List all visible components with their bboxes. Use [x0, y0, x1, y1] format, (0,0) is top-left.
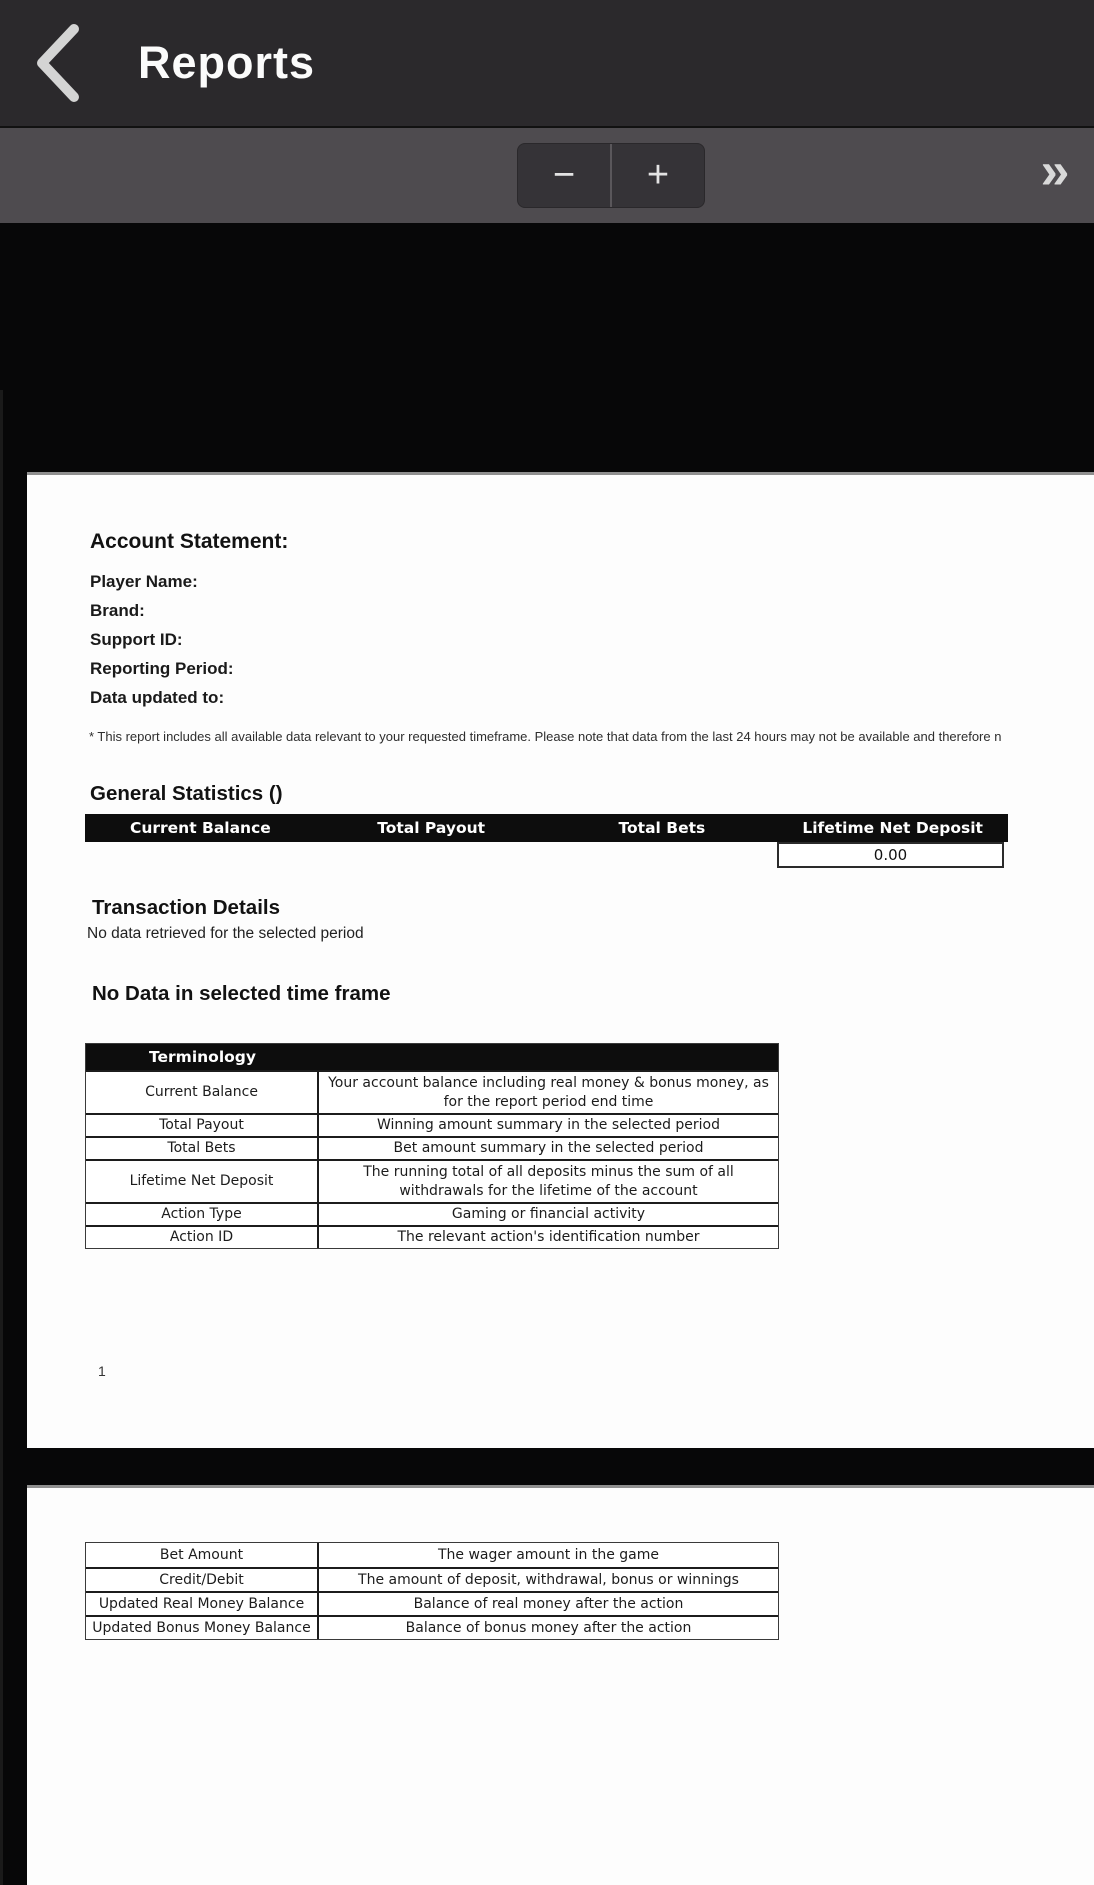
zoom-in-button[interactable]: [612, 144, 704, 207]
pdf-toolbar: [0, 126, 1094, 223]
definition-cell: The amount of deposit, withdrawal, bonus or winnings: [358, 1571, 739, 1588]
field-data-updated-to: Data updated to:: [90, 688, 225, 707]
definition-cell: Winning amount summary in the selected period: [376, 1117, 721, 1134]
definition-cell: Gaming or financial activity: [451, 1206, 646, 1223]
terminology-table-continued: [85, 1542, 779, 1640]
page-number: 1: [98, 1363, 106, 1379]
zoom-controls: [517, 143, 705, 208]
lifetime-net-deposit-value: 0.00: [777, 842, 1004, 868]
definition-cell: Balance of real money after the action: [413, 1595, 684, 1612]
col-current-balance: Current Balance: [129, 819, 271, 837]
chevron-left-icon: [32, 22, 82, 104]
term-cell: Action Type: [86, 1204, 319, 1225]
table-row: [86, 1159, 778, 1202]
document-page-1: [27, 472, 1094, 1448]
fast-forward-button[interactable]: [1020, 136, 1090, 206]
general-statistics-table: [85, 814, 1008, 868]
document-title: Account Statement:: [90, 530, 289, 553]
minus-icon: −: [552, 154, 576, 196]
term-cell: Total Bets: [86, 1138, 319, 1159]
definition-cell: Balance of bonus money after the action: [405, 1619, 692, 1636]
no-data-message: No Data in selected time frame: [92, 982, 391, 1005]
term-cell: Credit/Debit: [86, 1569, 319, 1591]
table-row: [86, 1136, 778, 1159]
definition-cell: The relevant action's identification number: [397, 1229, 700, 1246]
term-cell: Updated Bonus Money Balance: [86, 1617, 319, 1639]
field-support-id: Support ID:: [90, 630, 183, 649]
term-cell: Action ID: [86, 1227, 319, 1248]
definition-cell: The running total of all deposits minus the sum of all withdrawals for the lifetime of the account: [363, 1164, 734, 1199]
table-row: [86, 1543, 778, 1567]
col-lifetime-net-deposit: Lifetime Net Deposit: [802, 819, 983, 837]
report-disclaimer: * This report includes all available data relevant to your requested timeframe. Please note that data from the last 24 hours may not be available and therefore n: [89, 729, 1002, 744]
col-total-payout: Total Payout: [377, 819, 486, 837]
table-row: [86, 1225, 778, 1248]
table-row: [86, 1615, 778, 1639]
document-page-2: [27, 1485, 1094, 1885]
definition-cell: Your account balance including real money & bonus money, as for the report period end time: [328, 1075, 769, 1110]
table-row: [86, 1202, 778, 1225]
app-header: [0, 0, 1094, 126]
term-cell: Lifetime Net Deposit: [86, 1161, 319, 1202]
field-brand: Brand:: [90, 601, 145, 620]
table-row: [86, 1591, 778, 1615]
double-chevron-right-icon: »: [1040, 142, 1070, 200]
col-total-bets: Total Bets: [618, 819, 706, 837]
transaction-details-title: Transaction Details: [92, 896, 280, 919]
field-reporting-period: Reporting Period:: [90, 659, 234, 678]
table-row: [86, 1070, 778, 1113]
zoom-out-button[interactable]: [518, 144, 612, 207]
page-edge-sliver: [0, 390, 3, 1885]
table-row: [86, 1567, 778, 1591]
pdf-viewer[interactable]: [0, 223, 1094, 1885]
term-cell: Updated Real Money Balance: [86, 1593, 319, 1615]
general-statistics-title: General Statistics (): [90, 782, 283, 805]
table-row: [86, 1113, 778, 1136]
transaction-details-empty-message: No data retrieved for the selected period: [87, 925, 364, 942]
statistics-header-row: [85, 814, 1008, 842]
terminology-title: Terminology: [149, 1048, 256, 1066]
terminology-header: [86, 1044, 778, 1070]
back-button[interactable]: [22, 14, 92, 112]
plus-icon: +: [646, 154, 670, 196]
term-cell: Total Payout: [86, 1115, 319, 1136]
page-title: Reports: [138, 37, 316, 88]
definition-cell: Bet amount summary in the selected period: [393, 1140, 704, 1157]
definition-cell: The wager amount in the game: [437, 1546, 660, 1563]
terminology-table: [85, 1043, 779, 1249]
field-player-name: Player Name:: [90, 572, 198, 591]
term-cell: Current Balance: [86, 1072, 319, 1113]
term-cell: Bet Amount: [86, 1543, 319, 1567]
